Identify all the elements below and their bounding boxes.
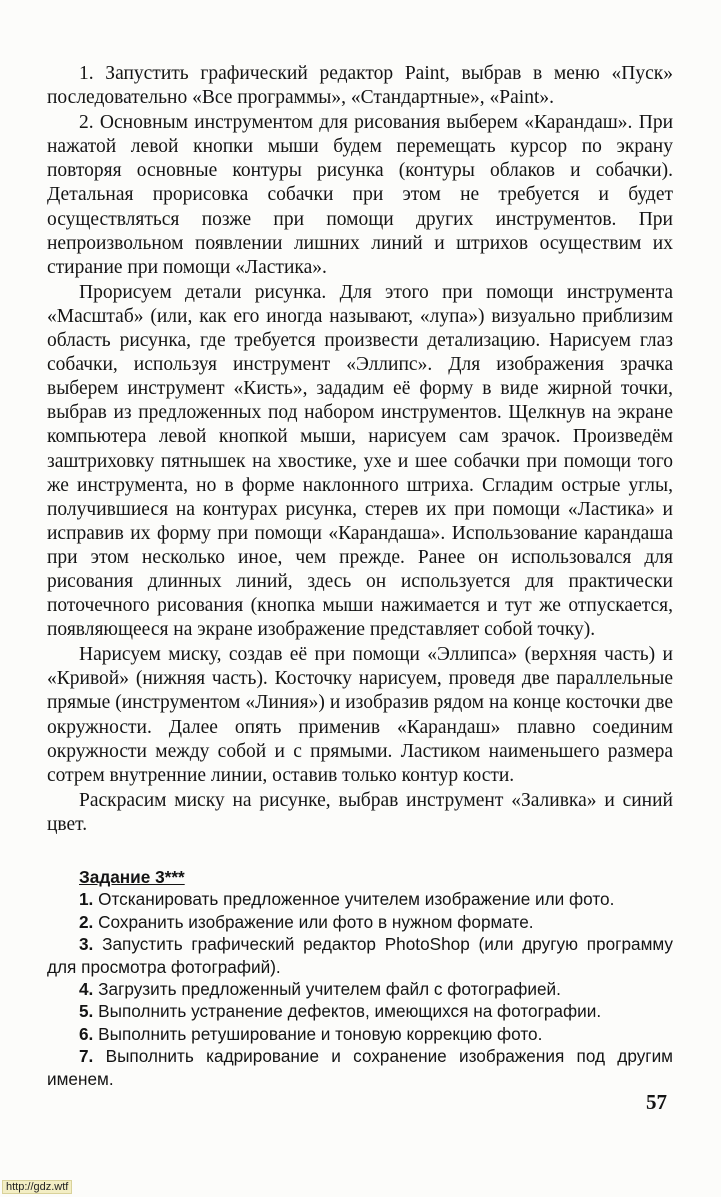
task-item: [47, 1000, 673, 1022]
watermark-link[interactable]: http://gdz.wtf: [2, 1180, 72, 1194]
task-title: Задание 3***: [79, 867, 185, 887]
task-item-text: Запустить графический редактор PhotoShop (или другую программу для просмотра фотографий).: [47, 934, 673, 977]
paragraph-fill: Раскрасим миску на рисунке, выбрав инструмент «Заливка» и синий цвет.: [47, 789, 673, 835]
task-item: [47, 978, 673, 1000]
task-item: [47, 933, 673, 978]
task-item-text: Выполнить ретуширование и тоновую коррекцию фото.: [98, 1023, 543, 1044]
main-text: [47, 62, 673, 838]
task-item-number: 7.: [79, 1046, 94, 1067]
task-item-text: Сохранить изображение или фото в нужном формате.: [98, 911, 534, 932]
task-3-section: [47, 866, 673, 1090]
task-item-text: Загрузить предложенный учителем файл с фотографией.: [98, 979, 561, 1000]
task-item-number: 2.: [79, 911, 94, 932]
paragraph-details: Прорисуем детали рисунка. Для этого при помощи инструмента «Масштаб» (или, как его иногда называют, «лупа») визуально приблизим область рисунка, где требуется произвести детализацию. Нарисуем глаз собачки, используя инструмент «Эллипс». Для изображения зрачка выберем инструмент «Кисть», зададим её форму в виде жирной точки, выбрав из предложенных под набором инструментов. Щелкнув на экране компьютера левой кнопкой мыши, нарисуем сам зрачок. Произведём заштриховку пятнышек на хвостике, ухе и шее собачки при помощи того же инструмента, но в форме наклонного штриха. Сгладим острые углы, получившиеся на контурах рисунка, стерев их при помощи «Ластика» и исправив их форму при помощи «Карандаша». Использование карандаша при этом несколько иное, чем прежде. Ранее он использовался для рисования длинных линий, здесь он используется для практически поточечного рисования (кнопка мыши нажимается и тут же отпускается, появляющееся на экране изображение представляет собой точку).: [47, 281, 673, 641]
page-number: 57: [646, 1090, 667, 1114]
paragraph-bowl: Нарисуем миску, создав её при помощи «Эллипса» (верхняя часть) и «Кривой» (нижняя часть). Косточку нарисуем, проведя две параллельные прямые (инструментом «Линия») и изобразив рядом на конце косточки две окружности. Далее опять применив «Карандаш» плавно соединим окружности между собой и с прямыми. Ластиком наименьшего размера сотрем внутренние линии, оставив только контур кости.: [47, 644, 673, 786]
paragraph-step-2: 2. Основным инструментом для рисования выберем «Карандаш». При нажатой левой кнопки мыши будем перемещать курсор по экрану повторяя основные контуры рисунка (контуры облаков и собачки). Детальная прорисовка собачки при этом не требуется и будет осуществляться позже при помощи других инструментов. При непроизвольном появлении лишних линий и штрихов осуществим их стирание при помощи «Ластика».: [47, 112, 673, 278]
task-item-text: Отсканировать предложенное учителем изображение или фото.: [98, 889, 615, 910]
task-item-text: Выполнить кадрирование и сохранение изображения под другим именем.: [47, 1046, 673, 1089]
task-item: [47, 1045, 673, 1090]
task-item-text: Выполнить устранение дефектов, имеющихся на фотографии.: [98, 1001, 602, 1022]
task-item: [47, 911, 673, 933]
task-item-number: 5.: [79, 1001, 94, 1022]
paragraph-step-1: 1. Запустить графический редактор Paint, выбрав в меню «Пуск» последовательно «Все программы», «Стандартные», «Paint».: [47, 63, 673, 109]
task-item: [47, 1023, 673, 1045]
task-item-number: 4.: [79, 979, 94, 1000]
task-item-number: 3.: [79, 934, 94, 955]
task-item: [47, 888, 673, 910]
task-item-number: 6.: [79, 1023, 94, 1044]
task-item-number: 1.: [79, 889, 94, 910]
